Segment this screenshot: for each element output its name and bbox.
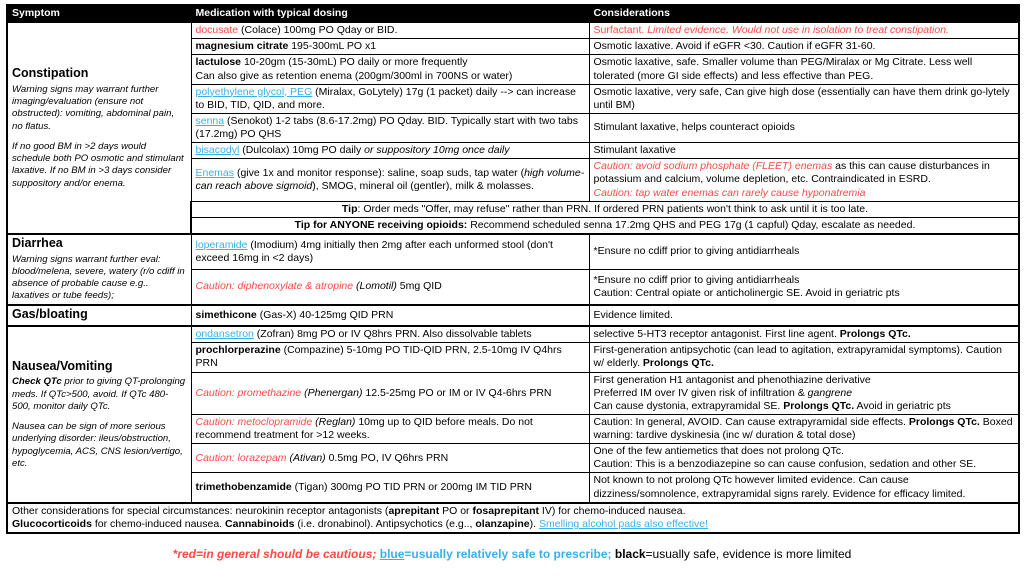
consideration-line2: Caution: This is a benzodiazepine so can cause confusion, sedation and other SE. — [593, 458, 977, 471]
legend-blue-rest: =usually relatively safe to prescribe; — [404, 546, 612, 561]
drug-name-caution: Caution: metoclopramide — [195, 415, 313, 428]
drug-dosing: (give 1x and monitor response): saline, soap suds, tap water (high volume-can reach above sigmoid), SMOG, mineral oil (gentler), milk & molasses. — [195, 166, 585, 192]
drug-dosing-italic: or suppository 10mg once daily — [364, 144, 510, 157]
drug-name: lactulose — [195, 56, 242, 69]
considerations-cell — [589, 159, 1019, 201]
drug-brand: (Reglan) — [312, 415, 356, 428]
drug-dosing: (Compazine) 5-10mg PO TID-QID PRN, 2.5-10mg IV Q4hrs PRN — [195, 344, 562, 370]
table-row — [7, 326, 1019, 343]
drug-dosing: (Zofran) 8mg PO or IV Q8hrs PRN. Also dissolvable tablets — [253, 328, 532, 341]
tip-label: Tip for ANYONE receiving opioids: — [294, 218, 468, 231]
drug-name: trimethobenzamide — [195, 481, 292, 493]
footer-note-l2a: Glucocorticoids — [12, 517, 92, 530]
header-considerations: Considerations — [589, 5, 1019, 22]
considerations-cell — [589, 343, 1019, 372]
drug-name-link[interactable]: senna — [195, 114, 225, 127]
symptom-cell-diarrhea — [7, 234, 191, 305]
tip-cell — [191, 201, 1019, 217]
drug-brand: (Ativan) — [286, 451, 326, 464]
drug-name-link[interactable]: bisacodyl — [195, 144, 240, 157]
header-symptom: Symptom — [7, 5, 191, 22]
drug-name-link[interactable]: Enemas — [195, 166, 235, 179]
medication-cell — [191, 326, 589, 343]
symptom-note: Check QTc prior to giving QT-prolonging meds. If QTc>500, avoid. If QTc 480-500, monitor daily QTc. — [12, 376, 186, 412]
consideration-warning: Prolongs QTc. — [642, 357, 714, 370]
medication-cell — [191, 269, 589, 304]
header-row — [7, 5, 1019, 22]
considerations-cell — [589, 414, 1019, 443]
footer-note-l2e: olanzapine — [475, 517, 530, 530]
symptom-medication-table — [6, 4, 1020, 534]
table-row — [7, 234, 1019, 269]
medication-cell — [191, 39, 589, 55]
footer-note-l2b: for chemo-induced nausea. — [91, 517, 226, 530]
tip-text: : Order meds "Offer, may refuse" rather than PRN. If ordered PRN patients won't think to ask until it is too late. — [357, 202, 869, 215]
header-medication: Medication with typical dosing — [191, 5, 589, 22]
table-row — [7, 22, 1019, 39]
drug-name: docusate — [195, 24, 239, 37]
footer-note-l2f: ). — [529, 517, 539, 530]
drug-dosing: (Imodium) 4mg initially then 2mg after each unformed stool (don't exceed 16mg in <2 days) — [195, 238, 553, 264]
alcohol-pads-link[interactable]: Smelling alcohol pads also effective! — [538, 517, 709, 530]
considerations-cell: Osmotic laxative, safe. Smaller volume than PEG/Miralax or Mg Citrate. Less well tolerated (more GI side effects) and less effective than PEG. — [589, 55, 1019, 84]
symptom-title: Diarrhea — [12, 235, 63, 250]
drug-dosing: (Dulcolax) 10mg PO daily — [239, 144, 365, 157]
symptom-title: Gas/bloating — [12, 306, 88, 321]
footer-note-l2c: Cannabinoids — [225, 517, 295, 530]
consideration-line3: Can cause dystonia, extrapyramidal SE. — [593, 399, 784, 412]
table-header — [7, 5, 1019, 22]
consideration-text: as this can cause disturbances in potassium and calcium, volume depletion, etc. Contraindicated in ESRD. — [593, 160, 990, 186]
symptom-note: Nausea can be sign of more serious underlying disorder: ileus/obstruction, hypoglycemia, ACS, CNS lesion/vertigo, etc. — [12, 421, 183, 469]
drug-name-link[interactable]: polyethylene glycol, PEG — [195, 85, 313, 98]
legend-blue-word: blue — [379, 546, 405, 561]
drug-brand: (Lomotil) — [353, 280, 397, 293]
consideration-line1: First generation H1 antagonist and phenothiazine derivative — [593, 373, 871, 386]
drug-name-caution: Caution: diphenoxylate & atropine — [195, 280, 354, 293]
tip-label: Tip — [341, 202, 358, 215]
caution-text-2: Caution: tap water enemas can rarely cause hyponatremia — [593, 186, 866, 199]
medication-cell — [191, 143, 589, 159]
tip-cell — [191, 217, 1019, 234]
symptom-cell-gas-bloating — [7, 305, 191, 327]
consideration-line1: *Ensure no cdiff prior to giving antidiarrheals — [593, 273, 800, 286]
drug-dosing: 0.5mg PO, IV Q6hrs PRN — [325, 451, 449, 464]
medication-cell — [191, 305, 589, 327]
consideration-warning: Prolongs QTc. — [908, 415, 980, 428]
consideration-text: First-generation antipsychotic (can lead to agitation, extrapyramidal symptoms). Caution w/ elderly. — [593, 344, 1003, 370]
considerations-cell: Stimulant laxative, helps counteract opioids — [589, 113, 1019, 142]
drug-name: prochlorperazine — [195, 344, 281, 357]
medication-cell — [191, 444, 589, 473]
symptom-title: Constipation — [12, 66, 89, 81]
consideration-line2: Caution: Central opiate or anticholinergic SE. Avoid in geriatric pts — [593, 286, 900, 299]
other-considerations-cell — [7, 503, 1019, 533]
drug-name-link[interactable]: loperamide — [195, 238, 248, 251]
drug-dosing: 5mg QID — [396, 280, 442, 293]
table-body — [7, 22, 1019, 533]
drug-name-caution: Caution: lorazepam — [195, 451, 287, 464]
drug-dosing: 195-300mL PO x1 — [288, 40, 377, 53]
drug-name: simethicone — [195, 308, 257, 321]
legend-black-rest: =usually safe, evidence is more limited — [645, 546, 852, 561]
considerations-cell: Osmotic laxative, very safe, Can give high dose (essentially can have them drink go-lytely until BM) — [589, 84, 1019, 113]
medication-cell — [191, 113, 589, 142]
medication-cell — [191, 84, 589, 113]
legend-red: *red=in general should be cautious; — [172, 546, 377, 561]
consideration-line2: Boxed warning: tardive dyskinesia (inc w/ duration & total dose) — [593, 415, 1013, 442]
symptom-note: If no good BM in >2 days would schedule both PO osmotic and stimulant laxative. If no BM in >3 days consider suppository and/or enema. — [12, 140, 184, 189]
table-row-footer-note — [7, 503, 1019, 533]
considerations-cell: Evidence limited. — [589, 305, 1019, 327]
medication-cell — [191, 473, 589, 503]
drug-dosing: 12.5-25mg PO or IM or IV Q4-6hrs PRN — [362, 386, 552, 399]
medication-cell — [191, 414, 589, 443]
medication-cell — [191, 234, 589, 269]
drug-brand: (Phenergan) — [301, 386, 363, 399]
medication-cell — [191, 343, 589, 372]
drug-name: magnesium citrate — [195, 40, 289, 53]
drug-dosing-line2: Can also give as retention enema (200gm/300ml in 700NS or water) — [195, 69, 513, 82]
consideration-warning: Prolongs QTc. — [839, 328, 911, 341]
drug-dosing: (Tigan) 300mg PO TID PRN or 200mg IM TID PRN — [291, 481, 532, 493]
consideration-text: Surfactant. Limited evidence. Would not use in isolation to treat constipation. — [593, 24, 949, 37]
drug-dosing: 10mg up to QID before meals. Do not recommend treatment for >12 weeks. — [195, 415, 533, 442]
footer-note-l1b: aprepitant — [388, 504, 440, 517]
consideration-line2: Preferred IM over IV given risk of infiltration & — [593, 386, 808, 399]
consideration-text: selective 5-HT3 receptor antagonist. First line agent. — [593, 328, 840, 341]
medication-cell — [191, 22, 589, 39]
drug-name-caution: Caution: promethazine — [195, 386, 302, 399]
consideration-line1: One of the few antiemetics that does not prolong QTc. — [593, 445, 844, 458]
drug-name-link[interactable]: ondansetron — [195, 328, 254, 341]
footer-note-l1a: Other considerations for special circumstances: neurokinin receptor antagonists ( — [12, 504, 389, 517]
symptom-note: Warning signs warrant further eval: blood/melena, severe, watery (r/o cdiff in absence of probable cause e.g.. laxatives or tube feeds); — [12, 253, 185, 302]
footer-note-l2d: (i.e. dronabinol). Antipsychotics (e.g.., — [294, 517, 476, 530]
color-legend — [6, 547, 1018, 561]
legend-black-word: black — [614, 546, 646, 561]
footer-note-l1c: PO or — [439, 504, 473, 517]
symptom-note: Warning signs may warrant further imaging/evaluation (ensure not obstructed): vomiting, abdominal pain, no flatus. — [12, 83, 175, 132]
table-row — [7, 305, 1019, 327]
considerations-cell — [589, 22, 1019, 39]
medication-cell — [191, 55, 589, 84]
tip-text: Recommend scheduled senna 17.2mg QHS and PEG 17g (1 capful) Qday, escalate as needed. — [467, 218, 916, 231]
drug-dosing: (Colace) 100mg PO Qday or BID. — [238, 24, 398, 37]
considerations-cell: Stimulant laxative — [589, 143, 1019, 159]
consideration-emphasis: Limited evidence. Would not use in isolation to treat constipation. — [647, 24, 949, 37]
considerations-cell: *Ensure no cdiff prior to giving antidiarrheals — [589, 234, 1019, 269]
considerations-cell — [589, 326, 1019, 343]
considerations-cell: Osmotic laxative. Avoid if eGFR <30. Caution if eGFR 31-60. — [589, 39, 1019, 55]
symptom-note-emphasis: Check QTc — [12, 376, 62, 388]
caution-text: Caution: avoid sodium phosphate (FLEET) enemas — [593, 160, 833, 173]
considerations-cell — [589, 372, 1019, 414]
consideration-emphasis: gangrene — [807, 386, 853, 399]
drug-dosing: (Senokot) 1-2 tabs (8.6-17.2mg) PO Qday. BID. Typically start with two tabs (17.2mg) PO QHS — [195, 114, 578, 140]
medication-cell — [191, 372, 589, 414]
symptom-title: Nausea/Vomiting — [12, 358, 113, 373]
consideration-warning: Prolongs QTc. — [783, 399, 855, 412]
considerations-cell — [589, 269, 1019, 304]
consideration-line1: Caution: In general, AVOID. Can cause extrapyramidal side effects. — [593, 415, 909, 428]
symptom-cell-constipation — [7, 22, 191, 234]
footer-note-l1d: fosaprepitant — [472, 504, 539, 517]
footer-note-l1e: IV) for chemo-induced nausea. — [538, 504, 686, 517]
consideration-line3-rest: Avoid in geriatric pts — [854, 399, 951, 412]
considerations-cell — [589, 444, 1019, 473]
drug-dosing: 10-20gm (15-30mL) PO daily or more frequently — [241, 56, 468, 69]
considerations-cell: Not known to not prolong QTc however limited evidence. Can cause dizziness/somnolence, extrapyramidal signs rarely. Evidence for efficacy limited. — [589, 473, 1019, 503]
drug-dosing: (Gas-X) 40-125mg QID PRN — [256, 308, 394, 321]
medication-cell — [191, 159, 589, 201]
drug-dosing: (Miralax, GoLytely) 17g (1 packet) daily --> can increase to BID, TID, QID, and more. — [195, 85, 576, 111]
symptom-cell-nausea-vomiting — [7, 326, 191, 503]
drug-dosing-italic: high volume-can reach above sigmoid — [195, 166, 585, 192]
